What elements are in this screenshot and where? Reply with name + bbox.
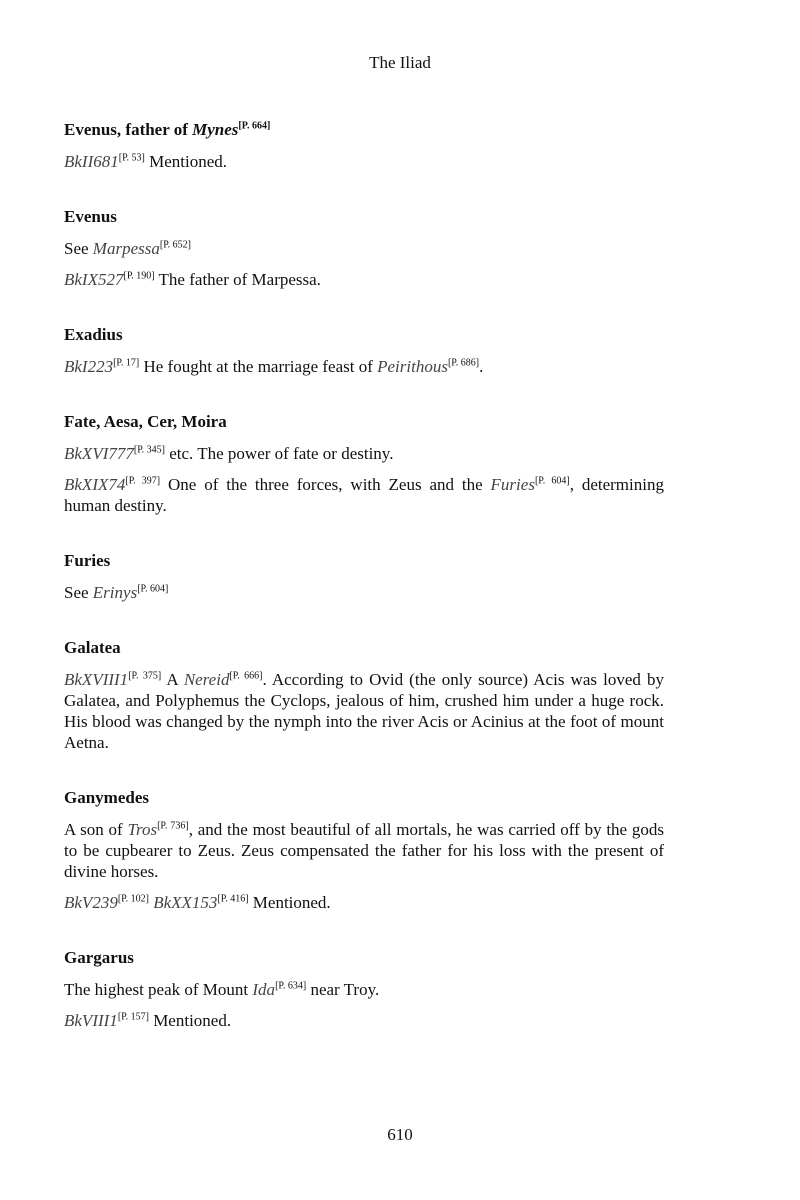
glossary-entry	[64, 411, 664, 516]
cross-reference-link[interactable]: Peirithous	[377, 357, 448, 376]
cross-reference-link[interactable]: Nereid	[183, 670, 230, 689]
body-text: . According to Ovid (the only source) Acis was loved by Galatea, and Polyphemus the Cyclops, jealous of him, crushed him under a huge rock. His blood was changed by the nymph into the river Acis or Acinius at the foot of mount Aetna.	[64, 670, 664, 752]
body-text: , determining human destiny.	[64, 475, 664, 515]
page-reference-link[interactable]: [P. 416]	[217, 893, 249, 905]
page-reference-link[interactable]: [P. 604]	[137, 583, 169, 595]
cross-reference-link[interactable]: BkIX527	[64, 270, 124, 289]
entry-heading-name: Mynes	[192, 120, 239, 139]
entry-heading-text: Ganymedes	[64, 788, 149, 807]
entry-heading-text: Fate, Aesa, Cer, Moira	[64, 412, 227, 431]
glossary-entry	[64, 550, 664, 603]
cross-reference-link[interactable]: BkI223	[64, 357, 114, 376]
cross-reference-link[interactable]: BkV239	[64, 893, 118, 912]
entry-heading	[64, 550, 664, 572]
entry-heading-text: Evenus, father of	[64, 120, 193, 139]
page-reference-link[interactable]: [P. 190]	[123, 270, 155, 282]
glossary-entry	[64, 324, 664, 377]
page-reference-link[interactable]: [P. 375]	[128, 670, 162, 682]
body-text: Mentioned.	[148, 1011, 232, 1030]
page-number: 610	[387, 1125, 413, 1144]
page-reference-link[interactable]: [P. 736]	[157, 820, 189, 832]
glossary-entry	[64, 947, 664, 1031]
entry-paragraph	[64, 474, 664, 516]
entry-paragraph	[64, 819, 664, 882]
cross-reference-link[interactable]: BkXX153	[153, 893, 218, 912]
cross-reference-link[interactable]: BkXVI777	[64, 444, 134, 463]
entry-heading-text: Galatea	[64, 638, 121, 657]
cross-reference-link[interactable]: BkXVIII1	[64, 670, 129, 689]
entry-heading	[64, 637, 664, 659]
entry-heading	[64, 787, 664, 809]
body-text: Mentioned.	[248, 893, 331, 912]
entry-paragraph	[64, 1010, 664, 1031]
page-reference-link[interactable]: [P. 157]	[117, 1011, 149, 1023]
cross-reference-link[interactable]: Erinys	[92, 583, 138, 602]
body-text: The highest peak of Mount	[64, 980, 253, 999]
entry-heading	[64, 206, 664, 228]
entry-heading-text: Gargarus	[64, 948, 134, 967]
cross-reference-link[interactable]: Furies	[490, 475, 535, 494]
entry-paragraph	[64, 582, 664, 603]
glossary-entry	[64, 637, 664, 753]
cross-reference-link[interactable]: Ida	[252, 980, 276, 999]
entry-heading-text: Evenus	[64, 207, 117, 226]
entry-paragraph	[64, 669, 664, 753]
entry-paragraph	[64, 238, 664, 259]
entry-paragraph	[64, 269, 664, 290]
entry-heading	[64, 324, 664, 346]
entry-heading-text: Furies	[64, 551, 111, 570]
entry-paragraph	[64, 979, 664, 1000]
cross-reference-link[interactable]: BkVIII1	[64, 1011, 118, 1030]
body-text: A	[161, 670, 184, 689]
page-reference-link[interactable]: [P. 604]	[534, 475, 570, 487]
entry-heading	[64, 947, 664, 969]
page-reference-link[interactable]: [P. 345]	[133, 444, 165, 456]
glossary-entry	[64, 119, 664, 172]
body-text: He fought at the marriage feast of	[139, 357, 378, 376]
body-text: etc. The power of fate or destiny.	[164, 444, 394, 463]
entry-heading-text: Exadius	[64, 325, 123, 344]
body-text: , and the most beautiful of all mortals, he was carried off by the gods to be cupbearer to Zeus. Zeus compensated the father for his loss with the present of divine horses.	[64, 820, 664, 881]
page-reference-link[interactable]: [P. 686]	[447, 357, 480, 369]
page-reference-link[interactable]: [P. 634]	[275, 980, 307, 992]
entry-paragraph	[64, 443, 664, 464]
page-reference-link[interactable]: [P. 652]	[159, 239, 191, 251]
running-head: The Iliad	[369, 53, 431, 72]
entry-heading	[64, 411, 664, 433]
page-reference-link[interactable]: [P. 53]	[118, 152, 145, 164]
page-reference-link[interactable]: [P. 664]	[238, 120, 271, 132]
page-reference-link[interactable]: [P. 17]	[113, 357, 140, 369]
body-text: near Troy.	[306, 980, 380, 999]
cross-reference-link[interactable]: BkII681	[64, 152, 119, 171]
glossary-entry	[64, 206, 664, 290]
entry-paragraph	[64, 356, 664, 377]
cross-reference-link[interactable]: Marpessa	[92, 239, 160, 258]
cross-reference-link[interactable]: Tros	[127, 820, 158, 839]
body-text: The father of Marpessa.	[154, 270, 321, 289]
glossary-entry	[64, 787, 664, 913]
body-text: .	[479, 357, 484, 376]
body-text: One of the three forces, with Zeus and the	[160, 475, 491, 494]
body-text: A son of	[64, 820, 128, 839]
cross-reference-link[interactable]: BkXIX74	[64, 475, 126, 494]
page-reference-link[interactable]: [P. 397]	[125, 475, 161, 487]
entry-paragraph	[64, 151, 664, 172]
page-reference-link[interactable]: [P. 666]	[229, 670, 263, 682]
glossary-content	[64, 119, 664, 1065]
body-text: Mentioned.	[144, 152, 228, 171]
entry-paragraph	[64, 892, 664, 913]
body-text: See	[64, 239, 93, 258]
body-text: See	[64, 583, 93, 602]
page-reference-link[interactable]: [P. 102]	[117, 893, 149, 905]
entry-heading	[64, 119, 664, 141]
